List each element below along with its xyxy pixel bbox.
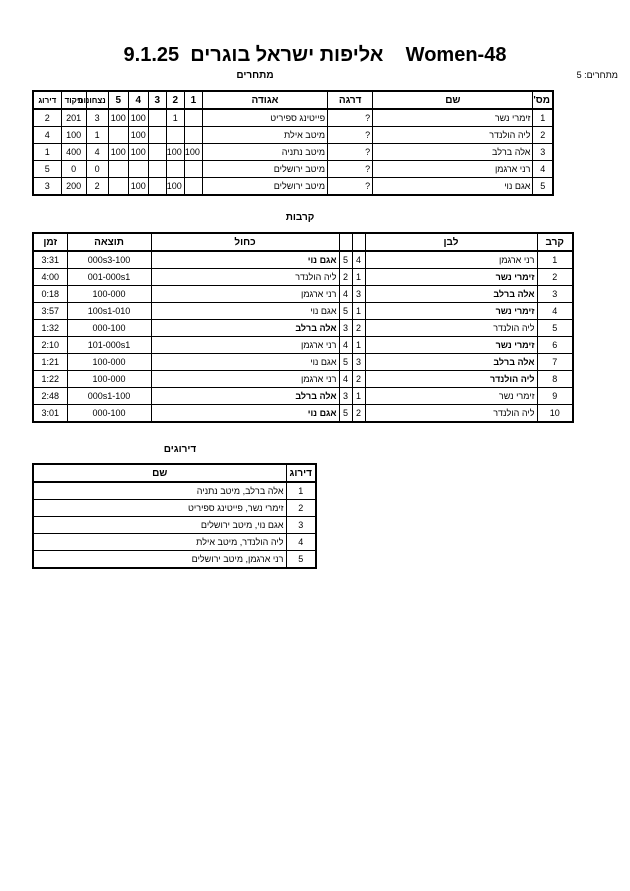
bout-number: 3 <box>537 286 573 303</box>
bout-time: 3:01 <box>33 405 67 423</box>
competitor-score-r4: 100 <box>128 109 148 127</box>
ranking-place: 3 <box>286 517 316 534</box>
bouts-table <box>32 232 574 423</box>
competitor-club: מיטב ירושלים <box>202 161 327 178</box>
competitor-score-r5 <box>108 178 128 196</box>
bout-white-name: אלה ברלב <box>365 354 537 371</box>
competitor-points: 0 <box>61 161 86 178</box>
bout-white-name: זימרי נשר <box>365 388 537 405</box>
competitor-rank: ? <box>328 127 373 144</box>
competitor-no: 3 <box>533 144 553 161</box>
bout-blue-no: 5 <box>339 354 352 371</box>
bout-white-no: 3 <box>352 354 365 371</box>
bout-number: 10 <box>537 405 573 423</box>
competitor-club: פייטינג ספיריט <box>202 109 327 127</box>
header-name: שם <box>373 91 533 109</box>
competitor-name: רני ארגמן <box>373 161 533 178</box>
ranking-name: אלה ברלב, מיטב נתניה <box>33 482 286 500</box>
bout-number: 2 <box>537 269 573 286</box>
bout-time: 2:48 <box>33 388 67 405</box>
competitor-score-r2 <box>166 161 184 178</box>
bout-time: 3:31 <box>33 251 67 269</box>
bout-blue-no: 3 <box>339 388 352 405</box>
bout-white-name: ליה הולנדר <box>365 405 537 423</box>
bout-white-name: ליה הולנדר <box>365 371 537 388</box>
bout-blue-no: 4 <box>339 337 352 354</box>
bout-row <box>33 320 573 337</box>
competitor-score-r1 <box>184 127 202 144</box>
header-time: זמן <box>33 233 67 251</box>
header-rank: דרגה <box>328 91 373 109</box>
bout-time: 1:32 <box>33 320 67 337</box>
competitor-score-r5: 100 <box>108 144 128 161</box>
bout-white-name: זימרי נשר <box>365 269 537 286</box>
bout-white-no: 2 <box>352 371 365 388</box>
bout-row <box>33 354 573 371</box>
bout-blue-name: אגם נוי <box>151 405 339 423</box>
header-r3: 3 <box>148 91 166 109</box>
header-rank-name: שם <box>33 464 286 482</box>
competitor-score-r1: 100 <box>184 144 202 161</box>
bout-white-no: 2 <box>352 405 365 423</box>
competitor-place: 1 <box>33 144 61 161</box>
header-r2: 2 <box>166 91 184 109</box>
competitor-name: אגם נוי <box>373 178 533 196</box>
bout-result: 001-000s1 <box>67 269 151 286</box>
competitor-points: 201 <box>61 109 86 127</box>
header-bout: קרב <box>537 233 573 251</box>
ranking-row <box>33 517 316 534</box>
ranking-row <box>33 500 316 517</box>
competitor-name: אלה ברלב <box>373 144 533 161</box>
ranking-row <box>33 534 316 551</box>
header-points: ניקוד <box>61 91 86 109</box>
competitor-wins: 2 <box>86 178 108 196</box>
competitor-score-r2: 100 <box>166 144 184 161</box>
competitor-score-r4: 100 <box>128 127 148 144</box>
competitor-score-r1 <box>184 161 202 178</box>
header-white: לבן <box>365 233 537 251</box>
bouts-section-label: קרבות <box>285 212 315 223</box>
bout-row <box>33 286 573 303</box>
bout-result: 100-000 <box>67 286 151 303</box>
bout-result: 100-000 <box>67 371 151 388</box>
bout-white-name: זימרי נשר <box>365 337 537 354</box>
bout-white-no: 1 <box>352 303 365 320</box>
bout-white-no: 4 <box>352 251 365 269</box>
competitor-name: זימרי נשר <box>373 109 533 127</box>
bout-row <box>33 337 573 354</box>
bout-white-no: 1 <box>352 388 365 405</box>
competitor-score-r5 <box>108 127 128 144</box>
bout-number: 1 <box>537 251 573 269</box>
bout-row <box>33 251 573 269</box>
bout-white-no: 3 <box>352 286 365 303</box>
competitor-no: 4 <box>533 161 553 178</box>
competitor-row <box>33 127 553 144</box>
page-title: אליפות ישראל בוגרים 9.1.25 Women-48 <box>123 44 507 66</box>
competitor-score-r4: 100 <box>128 178 148 196</box>
bout-blue-no: 2 <box>339 269 352 286</box>
competitor-wins: 1 <box>86 127 108 144</box>
competitor-points: 100 <box>61 127 86 144</box>
competitor-rank: ? <box>328 144 373 161</box>
competitor-score-r1 <box>184 178 202 196</box>
bout-result: 000-100 <box>67 320 151 337</box>
bout-result: 101-000s1 <box>67 337 151 354</box>
competitors-section-label: מתחרים <box>236 70 274 81</box>
header-result: תוצאה <box>67 233 151 251</box>
bout-white-no: 1 <box>352 337 365 354</box>
ranking-name: ליה הולנדר, מיטב אילת <box>33 534 286 551</box>
bout-white-name: אלה ברלב <box>365 286 537 303</box>
competitor-score-r3 <box>148 127 166 144</box>
header-r4: 4 <box>128 91 148 109</box>
competitor-wins: 3 <box>86 109 108 127</box>
header-no: מס' <box>533 91 553 109</box>
bout-row <box>33 405 573 423</box>
ranking-row <box>33 551 316 569</box>
bout-blue-name: ליה הולנדר <box>151 269 339 286</box>
bout-blue-name: אגם נוי <box>151 354 339 371</box>
rankings-section-label: דירוגים <box>163 444 197 455</box>
bout-number: 7 <box>537 354 573 371</box>
bout-result: 100s1-010 <box>67 303 151 320</box>
bout-time: 0:18 <box>33 286 67 303</box>
competitor-score-r2 <box>166 127 184 144</box>
bout-time: 2:10 <box>33 337 67 354</box>
rankings-header-row <box>33 464 316 482</box>
bout-time: 4:00 <box>33 269 67 286</box>
ranking-place: 5 <box>286 551 316 569</box>
competitors-table <box>32 90 554 196</box>
competitor-row <box>33 109 553 127</box>
header-place: דירוג <box>33 91 61 109</box>
competitor-rank: ? <box>328 161 373 178</box>
bout-white-name: רני ארגמן <box>365 251 537 269</box>
competitors-header-row <box>33 91 553 109</box>
bout-number: 9 <box>537 388 573 405</box>
competitor-club: מיטב ירושלים <box>202 178 327 196</box>
bout-blue-no: 5 <box>339 251 352 269</box>
bout-blue-name: רני ארגמן <box>151 286 339 303</box>
competitor-no: 2 <box>533 127 553 144</box>
header-r5: 5 <box>108 91 128 109</box>
competitor-row <box>33 144 553 161</box>
competitor-name: ליה הולנדר <box>373 127 533 144</box>
competitor-score-r5 <box>108 161 128 178</box>
bout-blue-name: אלה ברלב <box>151 388 339 405</box>
rankings-table <box>32 463 317 569</box>
bout-number: 5 <box>537 320 573 337</box>
competitor-row <box>33 161 553 178</box>
bout-number: 8 <box>537 371 573 388</box>
bout-white-no: 1 <box>352 269 365 286</box>
bout-number: 6 <box>537 337 573 354</box>
bout-result: 000s3-100 <box>67 251 151 269</box>
competitor-score-r5: 100 <box>108 109 128 127</box>
competitor-place: 4 <box>33 127 61 144</box>
competitor-score-r2: 100 <box>166 178 184 196</box>
ranking-place: 2 <box>286 500 316 517</box>
bout-result: 000s1-100 <box>67 388 151 405</box>
bout-time: 1:21 <box>33 354 67 371</box>
bout-blue-no: 5 <box>339 303 352 320</box>
ranking-row <box>33 482 316 500</box>
header-rank-place: דירוג <box>286 464 316 482</box>
competitor-rank: ? <box>328 109 373 127</box>
competitor-score-r1 <box>184 109 202 127</box>
competitor-score-r3 <box>148 178 166 196</box>
bout-white-no: 2 <box>352 320 365 337</box>
ranking-place: 1 <box>286 482 316 500</box>
competitor-score-r4: 100 <box>128 144 148 161</box>
bout-result: 100-000 <box>67 354 151 371</box>
competitor-points: 200 <box>61 178 86 196</box>
header-club: אגודה <box>202 91 327 109</box>
bout-row <box>33 371 573 388</box>
competitor-rank: ? <box>328 178 373 196</box>
ranking-place: 4 <box>286 534 316 551</box>
competitor-wins: 4 <box>86 144 108 161</box>
competitor-club: מיטב אילת <box>202 127 327 144</box>
header-wins: נצחונות <box>86 91 108 109</box>
competitor-wins: 0 <box>86 161 108 178</box>
header-blue: כחול <box>151 233 339 251</box>
competitor-score-r4 <box>128 161 148 178</box>
bout-blue-name: רני ארגמן <box>151 337 339 354</box>
bout-number: 4 <box>537 303 573 320</box>
ranking-name: זימרי נשר, פייטינג ספיריט <box>33 500 286 517</box>
competitor-place: 3 <box>33 178 61 196</box>
competitor-club: מיטב נתניה <box>202 144 327 161</box>
bout-blue-no: 4 <box>339 286 352 303</box>
competitor-no: 1 <box>533 109 553 127</box>
competitor-score-r3 <box>148 109 166 127</box>
bout-time: 3:57 <box>33 303 67 320</box>
bout-result: 000-100 <box>67 405 151 423</box>
bout-blue-no: 4 <box>339 371 352 388</box>
bout-blue-no: 3 <box>339 320 352 337</box>
bout-row <box>33 269 573 286</box>
bout-white-name: זימרי נשר <box>365 303 537 320</box>
competitor-row <box>33 178 553 196</box>
competitor-no: 5 <box>533 178 553 196</box>
competitor-place: 5 <box>33 161 61 178</box>
competitor-place: 2 <box>33 109 61 127</box>
bouts-header-row <box>33 233 573 251</box>
competitor-score-r3 <box>148 161 166 178</box>
ranking-name: אגם נוי, מיטב ירושלים <box>33 517 286 534</box>
bout-row <box>33 303 573 320</box>
competitor-score-r3 <box>148 144 166 161</box>
header-r1: 1 <box>184 91 202 109</box>
participants-count: מתחרים: 5 <box>576 70 618 80</box>
bout-white-name: ליה הולנדר <box>365 320 537 337</box>
bout-blue-name: רני ארגמן <box>151 371 339 388</box>
bout-blue-name: אלה ברלב <box>151 320 339 337</box>
competitor-score-r2: 1 <box>166 109 184 127</box>
bout-blue-no: 5 <box>339 405 352 423</box>
bout-blue-name: אגם נוי <box>151 251 339 269</box>
bout-row <box>33 388 573 405</box>
bout-time: 1:22 <box>33 371 67 388</box>
ranking-name: רני ארגמן, מיטב ירושלים <box>33 551 286 569</box>
bout-blue-name: אגם נוי <box>151 303 339 320</box>
competitor-points: 400 <box>61 144 86 161</box>
